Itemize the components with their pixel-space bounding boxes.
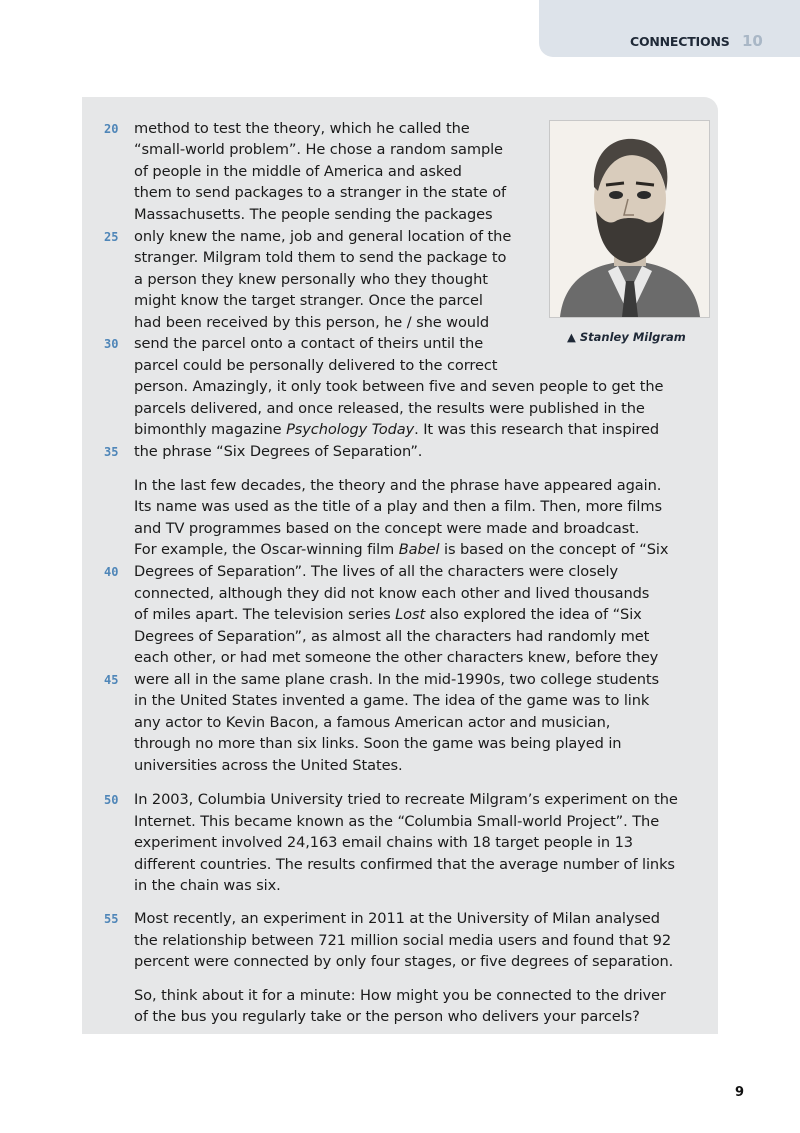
text-segment: also explored the idea of “Six xyxy=(425,606,642,623)
text-line: the relationship between 721 million social media users and found that 92 xyxy=(134,932,672,949)
text-line: might know the target stranger. Once the parcel xyxy=(134,292,483,309)
text-line xyxy=(134,420,659,440)
text-segment: bimonthly magazine xyxy=(134,421,287,438)
line-number: 25 xyxy=(104,230,119,244)
text-line: send the parcel onto a contact of theirs until the xyxy=(134,335,484,352)
line-number: 45 xyxy=(104,673,119,687)
line-number: 40 xyxy=(104,565,119,579)
text-segment: of miles apart. The television series xyxy=(134,606,396,623)
line-number: 50 xyxy=(104,793,119,807)
text-line: person. Amazingly, it only took between five and seven people to get the xyxy=(134,378,664,395)
text-line: of the bus you regularly take or the person who delivers your parcels? xyxy=(134,1008,640,1025)
text-line: had been received by this person, he / she would xyxy=(134,314,490,331)
text-line: them to send packages to a stranger in the state of xyxy=(134,184,507,201)
text-line: in the United States invented a game. The idea of the game was to link xyxy=(134,692,650,709)
text-line xyxy=(134,540,668,560)
line-number: 20 xyxy=(104,122,119,136)
text-line: experiment involved 24,163 email chains with 18 target people in 13 xyxy=(134,834,633,851)
text-line: connected, although they did not know each other and lived thousands xyxy=(134,585,650,602)
text-line: Degrees of Separation”. The lives of all the characters were closely xyxy=(134,563,619,580)
text-line: In the last few decades, the theory and the phrase have appeared again. xyxy=(134,477,662,494)
portrait-image xyxy=(549,120,710,318)
text-line: each other, or had met someone the other characters knew, before they xyxy=(134,649,659,666)
text-line: were all in the same plane crash. In the mid-1990s, two college students xyxy=(134,671,659,688)
text-line: stranger. Milgram told them to send the package to xyxy=(134,249,507,266)
unit-number: 10 xyxy=(742,32,763,50)
text-segment: For example, the Oscar-winning film xyxy=(134,541,399,558)
text-line: through no more than six links. Soon the game was being played in xyxy=(134,735,622,752)
text-line: a person they knew personally who they thought xyxy=(134,271,488,288)
line-number: 55 xyxy=(104,912,119,926)
text-line: only knew the name, job and general location of the xyxy=(134,228,512,245)
text-line: Internet. This became known as the “Columbia Small-world Project”. The xyxy=(134,813,660,830)
text-line: and TV programmes based on the concept were made and broadcast. xyxy=(134,520,640,537)
text-line: different countries. The results confirmed that the average number of links xyxy=(134,856,675,873)
magazine-title: Psychology Today xyxy=(286,421,415,438)
text-line: In 2003, Columbia University tried to recreate Milgram’s experiment on the xyxy=(134,791,678,808)
text-line: the phrase “Six Degrees of Separation”. xyxy=(134,443,423,460)
text-line: in the chain was six. xyxy=(134,877,281,894)
text-line: of people in the middle of America and asked xyxy=(134,163,462,180)
text-line: parcel could be personally delivered to the correct xyxy=(134,357,498,374)
series-title: Lost xyxy=(395,606,426,623)
line-number: 30 xyxy=(104,337,119,351)
text-segment: . It was this research that inspired xyxy=(414,421,660,438)
portrait-drawing xyxy=(550,121,709,317)
portrait-caption: ▲ Stanley Milgram xyxy=(567,330,686,344)
film-title: Babel xyxy=(398,541,440,558)
text-line: “small-world problem”. He chose a random sample xyxy=(134,141,503,158)
text-line: Most recently, an experiment in 2011 at the University of Milan analysed xyxy=(134,910,660,927)
text-line: percent were connected by only four stages, or five degrees of separation. xyxy=(134,953,674,970)
text-line: universities across the United States. xyxy=(134,757,403,774)
text-segment: is based on the concept of “Six xyxy=(439,541,669,558)
section-label: CONNECTIONS xyxy=(630,34,730,49)
text-line: method to test the theory, which he called the xyxy=(134,120,470,137)
text-line: So, think about it for a minute: How might you be connected to the driver xyxy=(134,987,666,1004)
text-line: parcels delivered, and once released, the results were published in the xyxy=(134,400,645,417)
page-number: 9 xyxy=(735,1085,745,1100)
text-line xyxy=(134,605,642,625)
text-line: Massachusetts. The people sending the packages xyxy=(134,206,493,223)
text-line: Degrees of Separation”, as almost all the characters had randomly met xyxy=(134,628,650,645)
text-line: any actor to Kevin Bacon, a famous American actor and musician, xyxy=(134,714,611,731)
text-line: Its name was used as the title of a play and then a film. Then, more films xyxy=(134,498,662,515)
line-number: 35 xyxy=(104,445,119,459)
